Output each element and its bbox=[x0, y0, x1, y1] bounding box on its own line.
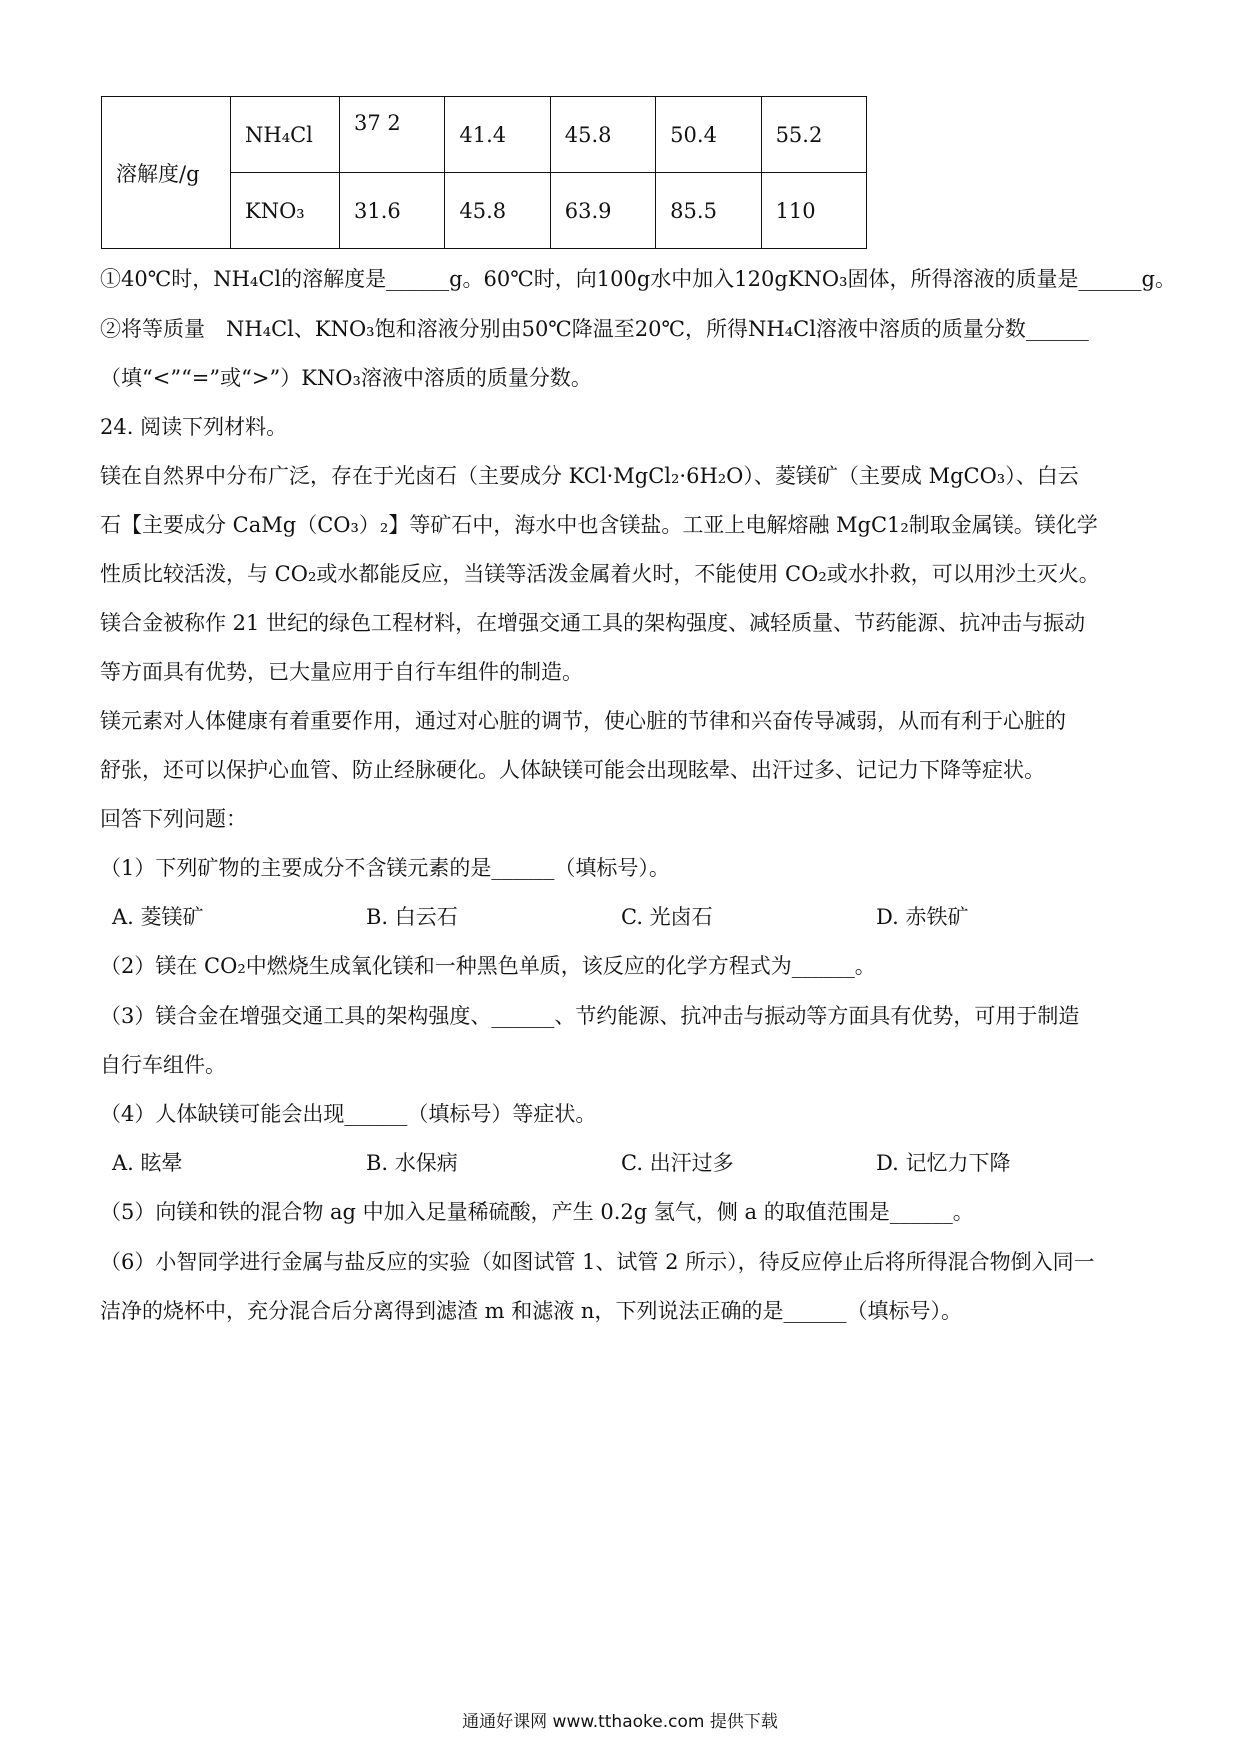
question-line: （2）镁在 CO₂中燃烧生成氧化镁和一种黑色单质，该反应的化学方程式为______。 bbox=[100, 954, 876, 978]
option-d: D. 赤铁矿 bbox=[876, 905, 969, 929]
paragraph-line: 等方面具有优势，已大量应用于自行车组件的制造。 bbox=[100, 660, 583, 684]
question-line: （4）人体缺镁可能会出现______（填标号）等症状。 bbox=[100, 1102, 597, 1126]
table-row-header: 溶解度/g bbox=[102, 97, 231, 249]
table-cell: 85.5 bbox=[656, 173, 761, 249]
footer-source: 通通好课网 www.tthaoke.com 提供下载 bbox=[462, 1712, 778, 1732]
table-cell: 45.8 bbox=[445, 173, 550, 249]
question-number: 24. 阅读下列材料。 bbox=[100, 415, 288, 439]
table-cell: 41.4 bbox=[445, 97, 550, 173]
option-c: C. 光卤石 bbox=[621, 905, 713, 929]
paragraph-line: 性质比较活泼，与 CO₂或水都能反应，当镁等活泼金属着火时，不能使用 CO₂或水扑救，可以用沙土灭火。 bbox=[100, 562, 1100, 586]
table-cell: 31.6 bbox=[340, 173, 445, 249]
option-a: A. 菱镁矿 bbox=[112, 905, 204, 929]
table-cell: 55.2 bbox=[761, 97, 866, 173]
paragraph-line: 镁合金被称作 21 世纪的绿色工程材料，在增强交通工具的架构强度、减轻质量、节药能源、抗冲击与振动 bbox=[100, 611, 1086, 635]
question-line: （5）向镁和铁的混合物 ag 中加入足量稀硫酸，产生 0.2g 氢气，侧 a 的取值范围是______。 bbox=[100, 1200, 974, 1224]
option-b: B. 水保病 bbox=[366, 1151, 458, 1175]
question-line: （6）小智同学进行金属与盐反应的实验（如图试管 1、试管 2 所示），待反应停止后将所得混合物倒入同一 bbox=[100, 1250, 1095, 1274]
question-line: 洁净的烧杯中，充分混合后分离得到滤渣 m 和滤液 n，下列说法正确的是______（填标号）。 bbox=[100, 1299, 962, 1323]
paragraph-line: 舒张，还可以保护心血管、防止经脉硬化。人体缺镁可能会出现眩晕、出汗过多、记记力下降等症状。 bbox=[100, 758, 1045, 782]
table-cell: 45.8 bbox=[550, 97, 655, 173]
option-b: B. 白云石 bbox=[366, 905, 458, 929]
question-line: ①40℃时，NH₄Cl的溶解度是______g。60℃时，向100g水中加入120gKNO₃固体，所得溶液的质量是______g。 bbox=[100, 267, 1176, 291]
paragraph-line: 镁元素对人体健康有着重要作用，通过对心脏的调节，使心脏的节律和兴奋传导减弱，从而有利于心脏的 bbox=[100, 709, 1066, 733]
paragraph-line: 石【主要成分 CaMg（CO₃）₂】等矿石中，海水中也含镁盐。工亚上电解熔融 MgC1₂制取金属镁。镁化学 bbox=[100, 513, 1098, 537]
option-d: D. 记忆力下降 bbox=[876, 1151, 1011, 1175]
question-line: （3）镁合金在增强交通工具的架构强度、______、节约能源、抗冲击与振动等方面具有优势，可用于制造 bbox=[100, 1004, 1080, 1028]
paragraph-line: 回答下列问题： bbox=[100, 807, 247, 831]
question-line: 自行车组件。 bbox=[100, 1053, 226, 1077]
table-cell: 110 bbox=[761, 173, 866, 249]
table-cell: 50.4 bbox=[656, 97, 761, 173]
table-cell: 63.9 bbox=[550, 173, 655, 249]
question-line: （1）下列矿物的主要成分不含镁元素的是______（填标号）。 bbox=[100, 856, 670, 880]
option-c: C. 出汗过多 bbox=[621, 1151, 734, 1175]
table-cell-substance: KNO₃ bbox=[231, 173, 340, 249]
table-row bbox=[102, 97, 867, 173]
table-cell: 37 2 bbox=[340, 97, 445, 173]
solubility-table bbox=[101, 96, 867, 249]
paragraph-line: 镁在自然界中分布广泛，存在于光卤石（主要成分 KCl·MgCl₂·6H₂O）、菱镁矿（主要成 MgCO₃）、白云 bbox=[100, 464, 1079, 488]
question-line: ②将等质量 NH₄Cl、KNO₃饱和溶液分别由50℃降温至20℃，所得NH₄Cl溶液中溶质的质量分数______ bbox=[100, 317, 1089, 341]
option-a: A. 眩晕 bbox=[112, 1151, 183, 1175]
table-cell-substance: NH₄Cl bbox=[231, 97, 340, 173]
question-line: （填“<”“=”或“>”）KNO₃溶液中溶质的质量分数。 bbox=[100, 366, 592, 390]
